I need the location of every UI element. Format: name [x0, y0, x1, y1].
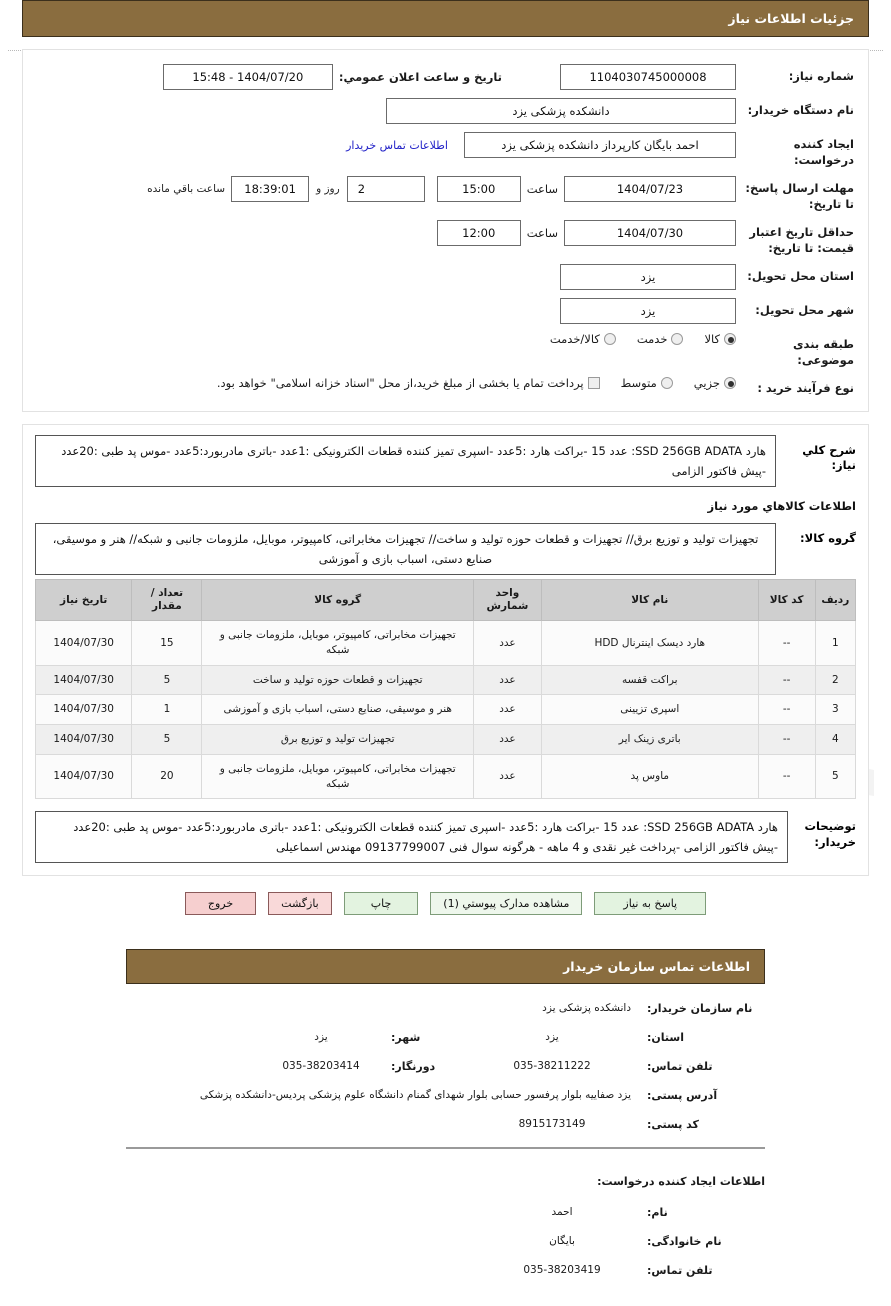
col-code: کد کالا	[758, 580, 815, 621]
subject-option-goods-service-label: کالا/خدمت	[549, 332, 600, 347]
cell-radif: 3	[815, 695, 855, 725]
table-row	[36, 665, 856, 695]
need-info-card	[22, 49, 869, 412]
subject-option-service[interactable]	[637, 332, 684, 346]
need-summary-row	[35, 435, 856, 487]
cell-unit: عدد	[474, 621, 542, 665]
need-number-label: شماره نیاز:	[788, 69, 854, 83]
cell-name: هارد دیسک اینترنال HDD	[541, 621, 758, 665]
section-divider	[126, 1147, 765, 1149]
buyer-notes-row	[35, 811, 856, 863]
exit-button[interactable]: خروج	[185, 892, 256, 915]
cell-code: --	[758, 725, 815, 755]
table-row	[36, 695, 856, 725]
cell-name: براکت قفسه	[541, 665, 758, 695]
process-option-minor-label: جزيي	[693, 376, 720, 391]
treasury-checkbox-option[interactable]	[217, 376, 600, 390]
price-validity-label: حداقل تاریخ اعتبار قیمت: تا تاریخ:	[749, 225, 854, 255]
cell-radif: 2	[815, 665, 855, 695]
hour-label-2: ساعت	[526, 226, 558, 241]
price-validity-row	[37, 220, 854, 256]
cell-unit: عدد	[474, 725, 542, 755]
cell-date: 1404/07/30	[36, 754, 132, 798]
contact-postal-label: کد پستی:	[647, 1118, 699, 1132]
cell-date: 1404/07/30	[36, 665, 132, 695]
subject-option-goods-service[interactable]	[550, 332, 616, 346]
buyer-contact-link[interactable]: اطلاعات تماس خریدار	[346, 138, 448, 152]
province-row	[37, 264, 854, 290]
cell-group: هنر و موسیقی، صنایع دستی، اسباب بازی و آموزشی	[202, 695, 474, 725]
goods-table-body	[36, 621, 856, 799]
contact-address-value: یزد صفاییه بلوار پرفسور حسابی بلوار شهدای گمنام دانشگاه علوم پزشکی پردیس-دانشکده پزشکی	[199, 1089, 631, 1102]
col-qty: تعداد / مقدار	[132, 580, 202, 621]
requester-row	[37, 132, 854, 168]
contact-postal-value: 8915173149	[518, 1118, 586, 1131]
requester-label: ایجاد کننده درخواست:	[793, 137, 854, 167]
city-label: شهر محل تحویل:	[755, 303, 854, 318]
print-button[interactable]: چاپ	[344, 892, 419, 915]
cell-qty: 5	[132, 725, 202, 755]
cell-code: --	[758, 754, 815, 798]
requester-firstname-label: نام:	[647, 1206, 668, 1220]
col-unit: واحد شمارش	[474, 580, 542, 621]
process-option-minor[interactable]	[694, 376, 736, 390]
cell-name: ماوس پد	[541, 754, 758, 798]
checkbox-icon-treasury[interactable]	[588, 377, 600, 389]
action-button-bar	[0, 892, 891, 915]
cell-group: تجهیزات و قطعات حوزه تولید و ساخت	[202, 665, 474, 695]
view-attachments-button[interactable]: مشاهده مدارک پیوستي (1)	[430, 892, 582, 915]
buyer-org-row	[37, 98, 854, 124]
buyer-org-value: دانشکده پزشکی یزد	[386, 98, 736, 124]
cell-date: 1404/07/30	[36, 695, 132, 725]
requester-section-title: اطلاعات ایجاد کننده درخواست:	[597, 1175, 765, 1189]
contact-province-label: استان:	[647, 1031, 684, 1045]
contact-fax-value: 035-38203414	[282, 1060, 360, 1073]
requester-lastname-value: بایگان	[549, 1235, 575, 1248]
buyer-contact-title: اطلاعات تماس سازمان خریدار	[563, 959, 750, 975]
cell-date: 1404/07/30	[36, 621, 132, 665]
cell-date: 1404/07/30	[36, 725, 132, 755]
requester-phone-value: 035-38203419	[523, 1264, 601, 1277]
col-date: تاریخ نیاز	[36, 580, 132, 621]
contact-city-label: شهر:	[391, 1031, 421, 1045]
respond-to-need-button[interactable]: پاسخ به نیاز	[594, 892, 706, 915]
province-label: استان محل تحویل:	[747, 269, 854, 284]
contact-phone-label: تلفن تماس:	[647, 1060, 713, 1074]
response-deadline-row	[37, 176, 854, 212]
contact-phone-row	[126, 1060, 765, 1073]
cell-radif: 1	[815, 621, 855, 665]
goods-info-card	[22, 424, 869, 877]
radio-icon-service[interactable]	[671, 333, 683, 345]
buyer-notes-label: توضیحات خریدار:	[804, 819, 856, 849]
cell-group: تجهیزات تولید و توزیع برق	[202, 725, 474, 755]
cell-qty: 15	[132, 621, 202, 665]
requester-phone-label: تلفن تماس:	[647, 1264, 713, 1278]
buyer-contact-section	[126, 1002, 765, 1277]
remaining-days-unit: روز و	[316, 182, 340, 195]
cell-group: تجهیزات مخابراتی، کامپیوتر، موبایل، ملزومات جانبی و شبکه	[202, 621, 474, 665]
back-button[interactable]: بازگشت	[268, 892, 332, 915]
process-option-medium[interactable]	[621, 376, 673, 390]
requester-value: احمد بایگان کارپرداز دانشکده پزشکی یزد	[464, 132, 736, 158]
contact-province-row	[126, 1031, 765, 1044]
org-name-row	[126, 1002, 765, 1015]
need-summary-text: هارد SSD 256GB ADATA: عدد 15 -براکت هارد :5عدد -اسپری تمیز کننده قطعات الکترونیکی :1عدد -باتری مادربورد:5عدد -موس پد طبی :20عدد -پیش فاکتور الزامی	[35, 435, 776, 487]
col-radif: ردیف	[815, 580, 855, 621]
cell-code: --	[758, 695, 815, 725]
table-row	[36, 621, 856, 665]
cell-qty: 20	[132, 754, 202, 798]
process-option-medium-label: متوسط	[620, 376, 657, 391]
col-name: نام کالا	[541, 580, 758, 621]
cell-unit: عدد	[474, 665, 542, 695]
buyer-notes-text: هارد SSD 256GB ADATA: عدد 15 -براکت هارد :5عدد -اسپری تمیز کننده قطعات الکترونیکی :1عدد -باتری مادربورد:5عدد -موس پد طبی :20عدد -پیش فاکتور الزامی -پرداخت غیر نقدی و 4 ماهه - هرگونه سوال فنی 09137799007 مهندس اسماعیلی	[35, 811, 788, 863]
cell-name: باتری زینک ایر	[541, 725, 758, 755]
requester-lastname-label: نام خانوادگی:	[647, 1235, 722, 1249]
subject-class-row	[37, 332, 854, 368]
radio-icon-medium[interactable]	[661, 377, 673, 389]
subject-option-goods[interactable]	[704, 332, 736, 346]
price-validity-date: 1404/07/30	[564, 220, 736, 246]
remaining-days-value: 2	[347, 176, 425, 202]
hour-label-1: ساعت	[526, 182, 558, 197]
need-details-title: جزئیات اطلاعات نیاز	[728, 11, 854, 26]
org-name-label: نام سازمان خریدار:	[647, 1002, 753, 1016]
cell-unit: عدد	[474, 754, 542, 798]
need-summary-label: شرح کلي نیاز:	[802, 442, 856, 473]
contact-fax-label: دورنگار:	[391, 1060, 436, 1074]
buyer-contact-header	[126, 949, 765, 984]
org-name-value: دانشکده پزشکی یزد	[542, 1002, 631, 1015]
contact-postal-row	[126, 1118, 765, 1131]
requester-phone-row	[126, 1264, 765, 1277]
table-row	[36, 754, 856, 798]
remaining-time-value: 18:39:01	[231, 176, 309, 202]
province-value: یزد	[560, 264, 736, 290]
subject-option-goods-label: کالا	[704, 332, 720, 347]
requester-lastname-row	[126, 1235, 765, 1248]
announce-datetime-value: 1404/07/20 - 15:48	[163, 64, 333, 90]
response-deadline-time: 15:00	[437, 176, 521, 202]
cell-qty: 1	[132, 695, 202, 725]
radio-icon-goods-service[interactable]	[604, 333, 616, 345]
need-details-header	[22, 0, 869, 37]
cell-code: --	[758, 665, 815, 695]
process-type-row	[37, 376, 854, 397]
contact-city-value: یزد	[314, 1031, 328, 1044]
goods-table-header-row	[36, 580, 856, 621]
goods-group-label: گروه کالا:	[800, 530, 856, 545]
table-row	[36, 725, 856, 755]
goods-section-title: اطلاعات کالاهاي مورد نیاز	[707, 498, 856, 513]
contact-phone-value: 035-38211222	[513, 1060, 591, 1073]
subject-option-service-label: خدمت	[636, 332, 668, 347]
contact-address-row	[126, 1089, 765, 1102]
response-deadline-date: 1404/07/23	[564, 176, 736, 202]
remaining-time-label: ساعت باقي مانده	[147, 183, 226, 196]
col-group: گروه کالا	[202, 580, 474, 621]
response-deadline-label: مهلت ارسال پاسخ: تا تاریخ:	[745, 181, 854, 211]
cell-unit: عدد	[474, 695, 542, 725]
contact-address-label: آدرس پستی:	[647, 1089, 718, 1103]
goods-table-head	[36, 580, 856, 621]
cell-radif: 4	[815, 725, 855, 755]
goods-group-row	[35, 523, 856, 575]
cell-radif: 5	[815, 754, 855, 798]
radio-icon-goods[interactable]	[724, 333, 736, 345]
cell-name: اسپری تزیینی	[541, 695, 758, 725]
buyer-org-label: نام دستگاه خریدار:	[747, 103, 854, 117]
city-row	[37, 298, 854, 324]
subject-class-label: طبقه بندی موضوعی:	[793, 337, 854, 367]
price-validity-time: 12:00	[437, 220, 521, 246]
announce-datetime-label: تاریخ و ساعت اعلان عمومي:	[338, 70, 502, 84]
city-value: یزد	[560, 298, 736, 324]
cell-group: تجهیزات مخابراتی، کامپیوتر، موبایل، ملزومات جانبی و شبکه	[202, 754, 474, 798]
goods-group-text: تجهیزات تولید و توزیع برق// تجهیزات و قطعات حوزه تولید و ساخت// تجهیزات مخابراتی، کامپیوتر، موبایل، ملزومات جانبی و شبکه// هنر و موسیقی، صنایع دستی، اسباب بازی و آموزشی	[35, 523, 776, 575]
radio-icon-minor[interactable]	[724, 377, 736, 389]
goods-table	[35, 579, 856, 799]
cell-qty: 5	[132, 665, 202, 695]
contact-province-value: یزد	[545, 1031, 559, 1044]
requester-firstname-row	[126, 1206, 765, 1219]
treasury-checkbox-label: پرداخت تمام یا بخشی از مبلغ خرید،از محل "اسناد خزانه اسلامی" خواهد بود.	[216, 376, 584, 391]
cell-code: --	[758, 621, 815, 665]
need-number-value: 1104030745000008	[560, 64, 736, 90]
requester-firstname-value: احمد	[551, 1206, 573, 1219]
need-number-row	[37, 64, 854, 90]
process-type-label: نوع فرآیند خرید :	[757, 381, 854, 396]
